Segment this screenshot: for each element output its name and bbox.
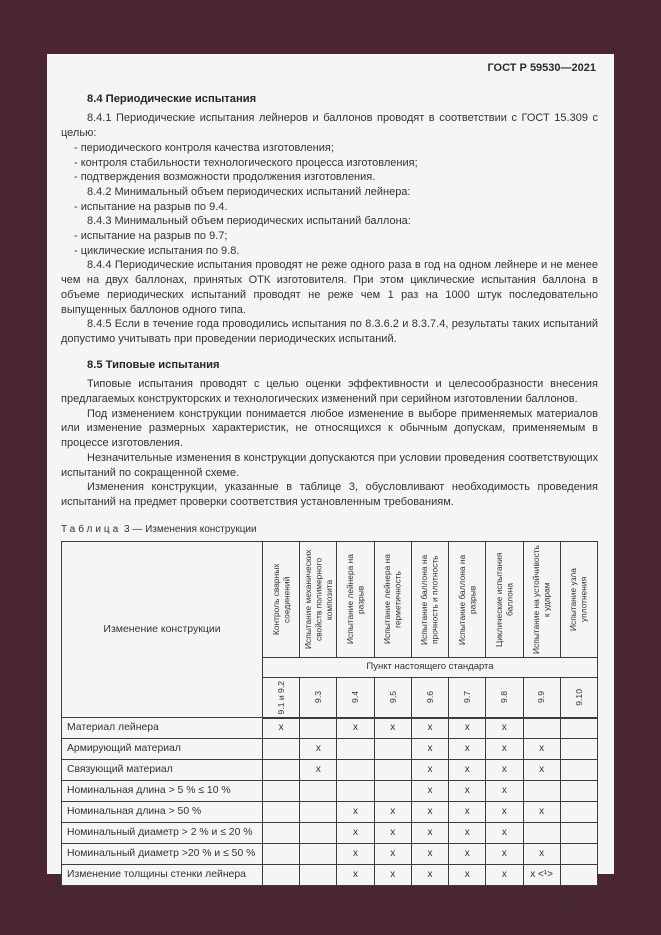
table-row	[62, 865, 598, 886]
paragraph-1-8: - испытание на разрыв по 9.7;	[74, 230, 228, 243]
paragraph-1-11: 8.4.5 Если в течение года проводились испытания по 8.3.6.2 и 8.3.7.4, результаты таких испытаний допустимо учитывать при проведении периодических испытаний.	[61, 318, 598, 345]
mark-cell	[263, 823, 300, 844]
mark-cell: х	[449, 865, 486, 886]
table-row	[62, 781, 598, 802]
mark-cell: х	[449, 823, 486, 844]
mark-cell	[523, 718, 560, 739]
column-header-text-8: Испытание на устойчивость к ударам	[531, 545, 552, 655]
column-header-8	[523, 542, 560, 658]
column-ref-8	[523, 678, 560, 718]
mark-cell: х	[486, 760, 523, 781]
paragraph-2-1: Типовые испытания проводят с целью оценки эффективности и целесообразности внесения предлагаемых конструкторских и технологических изменений при серийном изготовлении баллонов.	[61, 378, 598, 406]
mark-cell: х	[337, 823, 374, 844]
mark-cell: х	[374, 844, 411, 865]
mark-cell: х	[523, 802, 560, 823]
column-ref-3	[337, 678, 374, 718]
column-ref-text-6: 9.7	[462, 691, 473, 704]
paragraph-1-9: - циклические испытания по 9.8.	[74, 244, 240, 257]
mark-cell	[560, 781, 597, 802]
column-header-text-5: Испытание баллона на прочность и плотность	[419, 554, 440, 645]
row-label: Номинальный диаметр > 2 % и ≤ 20 %	[62, 823, 263, 844]
column-header-text-2: Испытание механических свойств полимерного композита	[302, 550, 334, 650]
mark-cell	[263, 844, 300, 865]
mark-cell: х	[523, 760, 560, 781]
column-header-text-6: Испытание баллона на разрыв	[456, 554, 478, 645]
column-ref-9	[560, 678, 597, 718]
mark-cell	[263, 781, 300, 802]
column-header-5	[411, 542, 448, 658]
mark-cell: х	[486, 865, 523, 886]
mark-cell	[374, 760, 411, 781]
paragraph-1-4: - подтверждения возможности продолжения изготовления.	[74, 171, 376, 184]
mark-cell: х	[337, 844, 374, 865]
mark-cell: х	[300, 760, 337, 781]
mark-cell: х	[411, 718, 448, 739]
section-heading-1: 8.4 Периодические испытания	[87, 92, 257, 105]
table-caption-label: Таблица	[61, 523, 122, 535]
mark-cell	[560, 739, 597, 760]
column-ref-text-4: 9.5	[387, 691, 398, 704]
changes-table	[61, 541, 598, 886]
row-label: Номинальный диаметр >20 % и ≤ 50 %	[62, 844, 263, 865]
mark-cell	[337, 760, 374, 781]
mark-cell: х	[486, 781, 523, 802]
mark-cell: х	[449, 739, 486, 760]
mark-cell	[560, 760, 597, 781]
column-ref-text-1: 9.1 и 9.2	[275, 680, 286, 715]
table-row	[62, 823, 598, 844]
mark-cell	[300, 865, 337, 886]
mark-cell: х	[449, 718, 486, 739]
row-label: Номинальная длина > 50 %	[62, 802, 263, 823]
mark-cell	[560, 844, 597, 865]
row-label: Номинальная длина > 5 % ≤ 10 %	[62, 781, 263, 802]
table-row	[62, 802, 598, 823]
mark-cell: х <¹>	[523, 865, 560, 886]
mark-cell	[523, 823, 560, 844]
paragraph-1-10: 8.4.4 Периодические испытания проводят не реже одного раза в год на одном лейнере и не менее чем на двух баллонах, принятых ОТК изготовителя. При этом циклические испытания баллона в объеме периодических испытаний проводят не реже чем 1 раз на 1000 штук последовательно выпущенных баллонов одного типа.	[61, 259, 598, 316]
mark-cell: х	[374, 865, 411, 886]
column-header-text-3: Испытание лейнера на разрыв	[345, 554, 366, 645]
column-header-7	[486, 542, 523, 658]
mark-cell	[263, 760, 300, 781]
mark-cell	[263, 802, 300, 823]
mark-cell: х	[411, 823, 448, 844]
mark-cell	[300, 823, 337, 844]
mark-cell	[337, 739, 374, 760]
column-header-text-4: Испытание лейнера на герметичность	[382, 554, 403, 645]
column-ref-7	[486, 678, 523, 718]
mark-cell: х	[486, 802, 523, 823]
column-header-text-7: Циклические испытания баллона	[493, 552, 515, 648]
paragraph-2-3: Незначительные изменения в конструкции допускаются при условии проведения соответствующих испытаний по сокращенной схеме.	[61, 451, 598, 479]
table-caption	[61, 523, 598, 538]
mark-cell: х	[449, 760, 486, 781]
doc-number: ГОСТ Р 59530—2021	[487, 62, 596, 74]
mark-cell: х	[411, 802, 448, 823]
column-header-text-1: Контроль сварных соединений	[270, 564, 292, 636]
mark-cell	[560, 823, 597, 844]
mark-cell: х	[374, 718, 411, 739]
mark-cell: х	[337, 802, 374, 823]
table-row	[62, 844, 598, 865]
mark-cell	[300, 802, 337, 823]
column-header-6	[449, 542, 486, 658]
paragraph-1-5: 8.4.2 Минимальный объем периодических испытаний лейнера:	[87, 185, 411, 198]
mark-cell	[560, 802, 597, 823]
row-label: Армирующий материал	[62, 739, 263, 760]
mark-cell	[560, 718, 597, 739]
mark-cell: х	[411, 781, 448, 802]
column-header-4	[374, 542, 411, 658]
mark-cell: х	[411, 739, 448, 760]
column-ref-text-8: 9.9	[536, 691, 547, 704]
column-ref-text-5: 9.6	[424, 691, 435, 704]
section-heading-2: 8.5 Типовые испытания	[87, 358, 220, 371]
mark-cell: х	[449, 781, 486, 802]
mark-cell: х	[523, 739, 560, 760]
mark-cell	[560, 865, 597, 886]
mark-cell	[263, 865, 300, 886]
paragraph-1-7: 8.4.3 Минимальный объем периодических испытаний баллона:	[87, 215, 411, 228]
mark-cell: х	[374, 802, 411, 823]
mark-cell	[374, 739, 411, 760]
column-header-9	[560, 542, 597, 658]
paragraph-2-2: Под изменением конструкции понимается любое изменение в выборе применяемых материалов или изменение размерных характеристик, не относящихся к обычным допускам, применяемым в процессе изготовления.	[61, 407, 598, 450]
mark-cell	[300, 718, 337, 739]
column-ref-text-9: 9.10	[573, 688, 584, 706]
row-label: Изменение толщины стенки лейнера	[62, 865, 263, 886]
column-header-text-9: Испытание узла уплотнения	[568, 568, 589, 632]
mark-cell: х	[449, 844, 486, 865]
column-header-3	[337, 542, 374, 658]
mark-cell: х	[411, 865, 448, 886]
mark-cell: х	[263, 718, 300, 739]
mark-cell	[523, 781, 560, 802]
mark-cell: х	[374, 823, 411, 844]
mark-cell: х	[486, 823, 523, 844]
document-page	[47, 54, 614, 909]
column-ref-4	[374, 678, 411, 718]
paragraph-1-6: - испытание на разрыв по 9.4.	[74, 200, 228, 213]
mark-cell: х	[486, 739, 523, 760]
paragraph-1-1: 8.4.1 Периодические испытания лейнеров и баллонов проводят в соответствии с ГОСТ 15.309 с целью:	[61, 112, 598, 140]
column-ref-5	[411, 678, 448, 718]
mark-cell: х	[337, 718, 374, 739]
row-label: Материал лейнера	[62, 718, 263, 739]
mark-cell	[300, 844, 337, 865]
mark-cell: х	[486, 718, 523, 739]
mark-cell	[263, 739, 300, 760]
row-label: Связующий материал	[62, 760, 263, 781]
mark-cell: х	[411, 844, 448, 865]
column-header-1	[263, 542, 300, 658]
table-row	[62, 718, 598, 739]
paragraph-2-4: Изменения конструкции, указанные в таблице 3, обусловливают необходимость проведения испытаний на предмет проверки соответствия установленным требованиям.	[61, 481, 598, 508]
column-ref-6	[449, 678, 486, 718]
table-corner-header: Изменение конструкции	[62, 542, 263, 718]
mark-cell	[300, 781, 337, 802]
paragraph-1-3: - контроля стабильности технологического процесса изготовления;	[74, 156, 418, 169]
page-number: 13	[564, 896, 576, 909]
table-row	[62, 760, 598, 781]
table-caption-text: 3 — Изменения конструкции	[124, 523, 257, 535]
mark-cell: х	[449, 802, 486, 823]
table-row	[62, 739, 598, 760]
mark-cell: х	[486, 844, 523, 865]
mark-cell: х	[523, 844, 560, 865]
column-header-2	[300, 542, 337, 658]
table-band-header: Пункт настоящего стандарта	[263, 658, 598, 678]
column-ref-text-3: 9.4	[350, 691, 361, 704]
column-ref-1	[263, 678, 300, 718]
mark-cell: х	[337, 865, 374, 886]
column-ref-text-2: 9.3	[313, 691, 324, 704]
column-ref-2	[300, 678, 337, 718]
mark-cell: х	[300, 739, 337, 760]
mark-cell	[337, 781, 374, 802]
paragraph-1-2: - периодического контроля качества изготовления;	[74, 141, 334, 154]
mark-cell	[374, 781, 411, 802]
document-content	[61, 92, 598, 510]
column-ref-text-7: 9.8	[499, 691, 510, 704]
mark-cell: х	[411, 760, 448, 781]
